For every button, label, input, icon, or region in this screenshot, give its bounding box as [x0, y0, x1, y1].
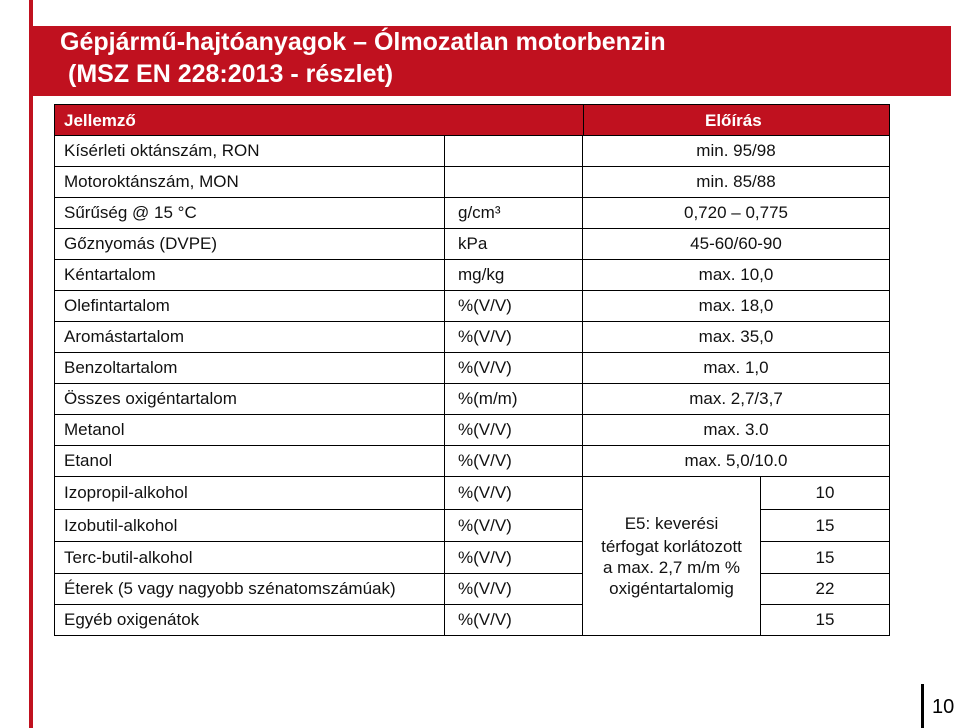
- characteristic-name: Kéntartalom: [64, 265, 156, 284]
- table-row: [55, 229, 889, 260]
- specification-cell: [583, 353, 889, 383]
- unit-cell: [445, 477, 583, 509]
- specification-cell: [583, 167, 889, 197]
- table-row: [55, 353, 889, 384]
- characteristic-cell: [55, 229, 445, 259]
- specification-cell: [583, 198, 889, 228]
- specification-value: min. 95/98: [696, 141, 776, 160]
- specification-value: max. 3.0: [703, 420, 769, 439]
- page-number: 10: [932, 696, 955, 718]
- table-row: [55, 260, 889, 291]
- header-specification: Előírás: [705, 111, 762, 130]
- specification-cell: [583, 136, 889, 166]
- unit-cell: [445, 291, 583, 321]
- unit-cell: [445, 415, 583, 445]
- unit-value: %(V/V): [458, 420, 512, 439]
- specification-value: 0,720 – 0,775: [684, 203, 788, 222]
- characteristic-cell: [55, 542, 445, 573]
- characteristic-cell: [55, 605, 445, 635]
- unit-cell: [445, 446, 583, 476]
- unit-cell: [445, 510, 583, 541]
- spec-table: [54, 104, 890, 636]
- characteristic-cell: [55, 136, 445, 166]
- table-row: [55, 510, 889, 542]
- limit-value: 22: [815, 579, 835, 598]
- unit-value: kPa: [458, 234, 488, 253]
- characteristic-name: Metanol: [64, 420, 125, 439]
- title-banner-underline: [33, 94, 951, 96]
- specification-cell: [583, 384, 889, 414]
- unit-cell: [445, 384, 583, 414]
- specification-cell: [583, 446, 889, 476]
- unit-value: %(V/V): [458, 579, 512, 598]
- characteristic-name: Egyéb oxigenátok: [64, 610, 200, 629]
- specification-cell: [583, 260, 889, 290]
- characteristic-name: Kísérleti oktánszám, RON: [64, 141, 260, 160]
- characteristic-cell: [55, 415, 445, 445]
- unit-value: %(V/V): [458, 483, 512, 502]
- characteristic-cell: [55, 574, 445, 604]
- limit-value: 15: [815, 547, 835, 567]
- characteristic-cell: [55, 167, 445, 197]
- unit-cell: [445, 229, 583, 259]
- characteristic-cell: [55, 260, 445, 290]
- characteristic-name: Sűrűség @ 15 °C: [64, 203, 197, 222]
- characteristic-name: Izobutil-alkohol: [64, 515, 178, 535]
- unit-value: %(V/V): [458, 451, 512, 470]
- characteristic-name: Benzoltartalom: [64, 358, 178, 377]
- characteristic-name: Gőznyomás (DVPE): [64, 234, 218, 253]
- specification-cell: [583, 229, 889, 259]
- characteristic-name: Etanol: [64, 451, 113, 470]
- slide-title: Gépjármű-hajtóanyagok – Ólmozatlan motorbenzin: [60, 28, 666, 56]
- table-row: [55, 167, 889, 198]
- limit-value: 15: [815, 610, 835, 629]
- specification-value: 45-60/60-90: [690, 234, 782, 253]
- unit-value: %(m/m): [458, 389, 518, 408]
- characteristic-cell: [55, 198, 445, 228]
- characteristic-name: Izopropil-alkohol: [64, 483, 188, 502]
- limit-value: 15: [815, 515, 835, 535]
- limit-cell: [761, 542, 889, 573]
- unit-value: %(V/V): [458, 610, 512, 629]
- table-row: [55, 542, 889, 574]
- table-row: [55, 446, 889, 477]
- page-number-bar: [921, 684, 924, 728]
- table-row: [55, 291, 889, 322]
- unit-cell: [445, 260, 583, 290]
- specification-value: max. 5,0/10.0: [684, 451, 788, 470]
- left-accent-rule: [29, 0, 33, 728]
- unit-cell: [445, 353, 583, 383]
- specification-value: max. 35,0: [698, 327, 774, 346]
- characteristic-name: Olefintartalom: [64, 296, 170, 315]
- unit-cell: [445, 542, 583, 573]
- table-row: [55, 574, 889, 605]
- characteristic-cell: [55, 510, 445, 541]
- merged-note-line: a max. 2,7 m/m %: [603, 558, 740, 577]
- table-row: [55, 477, 889, 510]
- characteristic-cell: [55, 477, 445, 509]
- characteristic-cell: [55, 322, 445, 352]
- characteristic-name: Motoroktánszám, MON: [64, 172, 239, 191]
- unit-cell: [445, 574, 583, 604]
- merged-oxygenate-note: [583, 477, 761, 635]
- specification-value: min. 85/88: [696, 172, 776, 191]
- unit-cell: [445, 605, 583, 635]
- unit-cell: [445, 322, 583, 352]
- specification-value: max. 1,0: [703, 358, 769, 377]
- limit-cell: [761, 574, 889, 604]
- unit-cell: [445, 167, 583, 197]
- limit-value: 10: [815, 483, 835, 502]
- specification-value: max. 10,0: [698, 265, 774, 284]
- unit-value: mg/kg: [458, 265, 505, 284]
- characteristic-name: Összes oxigéntartalom: [64, 389, 237, 408]
- specification-value: max. 18,0: [698, 296, 774, 315]
- characteristic-name: Terc-butil-alkohol: [64, 547, 193, 567]
- characteristic-name: Aromástartalom: [64, 327, 184, 346]
- limit-cell: [761, 477, 889, 509]
- unit-value: %(V/V): [458, 358, 512, 377]
- characteristic-cell: [55, 446, 445, 476]
- merged-note-line: E5: keverési: [624, 514, 719, 533]
- table-row: [55, 198, 889, 229]
- characteristic-cell: [55, 291, 445, 321]
- header-characteristic: Jellemző: [64, 111, 136, 130]
- table-row: [55, 384, 889, 415]
- unit-value: %(V/V): [458, 515, 512, 535]
- table-row: [55, 322, 889, 353]
- unit-cell: [445, 198, 583, 228]
- slide-subtitle: (MSZ EN 228:2013 - részlet): [68, 60, 394, 88]
- table-row: [55, 605, 889, 635]
- table-header: [55, 105, 889, 136]
- specification-value: max. 2,7/3,7: [689, 389, 783, 408]
- specification-cell: [583, 322, 889, 352]
- table-row: [55, 415, 889, 446]
- unit-value: g/cm³: [458, 203, 501, 222]
- merged-note-line: oxigéntartalomig: [609, 579, 734, 598]
- unit-value: %(V/V): [458, 296, 512, 315]
- unit-value: %(V/V): [458, 547, 512, 567]
- table-row: [55, 136, 889, 167]
- characteristic-cell: [55, 353, 445, 383]
- limit-cell: [761, 510, 889, 541]
- unit-value: %(V/V): [458, 327, 512, 346]
- limit-cell: [761, 605, 889, 635]
- characteristic-cell: [55, 384, 445, 414]
- characteristic-name: Éterek (5 vagy nagyobb szénatomszámúak): [64, 579, 396, 598]
- merged-note-line: térfogat korlátozott: [601, 537, 742, 556]
- specification-cell: [583, 415, 889, 445]
- header-divider: [583, 105, 584, 136]
- specification-cell: [583, 291, 889, 321]
- unit-cell: [445, 136, 583, 166]
